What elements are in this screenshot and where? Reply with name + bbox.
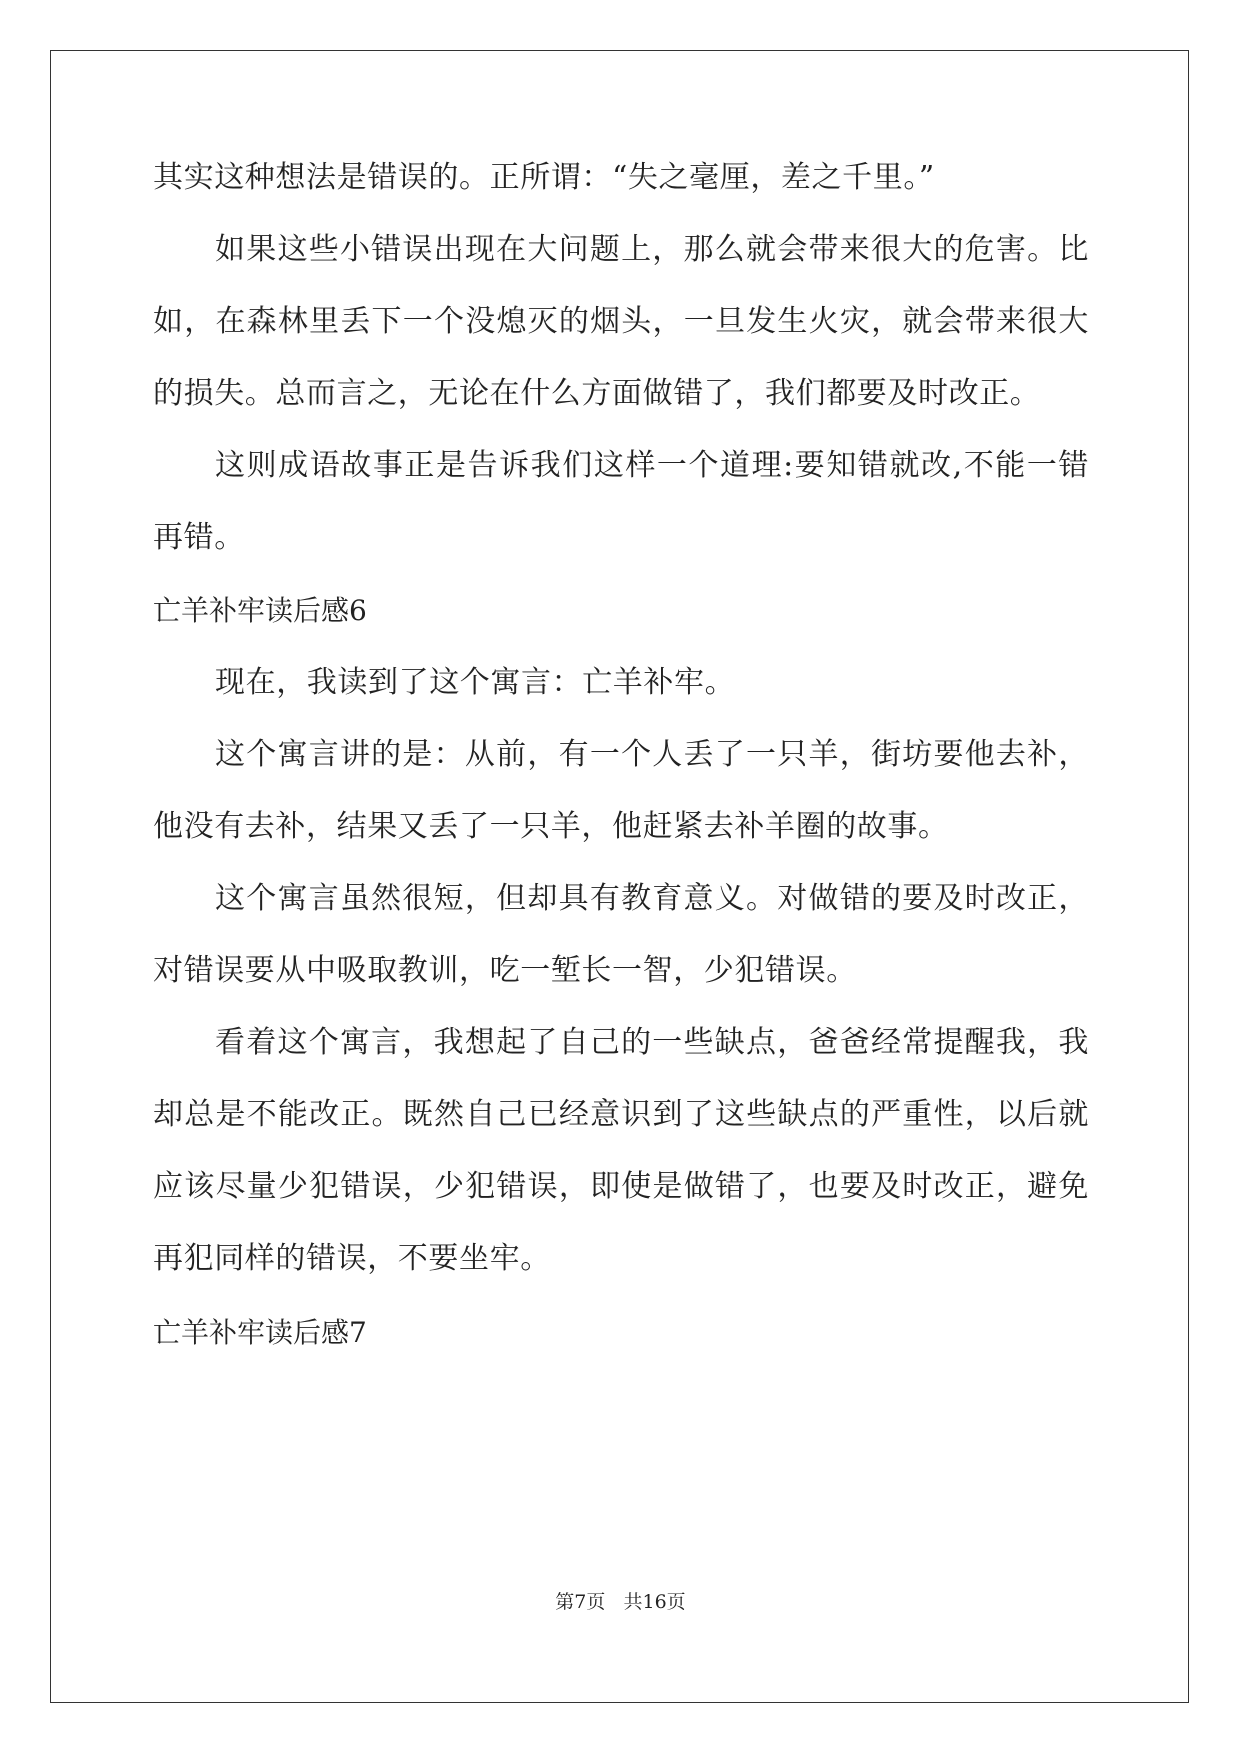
text-line-1: 其实这种想法是错误的。正所谓：“失之毫厘，差之千里。” — [153, 160, 935, 195]
text-line-15: 应该尽量少犯错误，少犯错误，即使是做错了，也要及时改正，避免 — [153, 1169, 1089, 1204]
text-line-9: 这个寓言讲的是：从前，有一个人丢了一只羊，街坊要他去补， — [215, 737, 1089, 772]
page-border — [50, 50, 1189, 1703]
text-line-2: 如果这些小错误出现在大问题上，那么就会带来很大的危害。比 — [215, 232, 1089, 267]
text-line-4: 的损失。总而言之，无论在什么方面做错了，我们都要及时改正。 — [153, 376, 1041, 411]
section-heading-7: 亡羊补牢读后感7 — [153, 1316, 367, 1349]
text-line-5: 这则成语故事正是告诉我们这样一个道理:要知错就改,不能一错 — [215, 448, 1089, 483]
text-line-3: 如，在森林里丢下一个没熄灭的烟头，一旦发生火灾，就会带来很大 — [153, 304, 1089, 339]
text-line-16: 再犯同样的错误，不要坐牢。 — [153, 1241, 551, 1276]
text-line-12: 对错误要从中吸取教训，吃一堑长一智，少犯错误。 — [153, 953, 857, 988]
text-line-13: 看着这个寓言，我想起了自己的一些缺点，爸爸经常提醒我，我 — [215, 1025, 1089, 1060]
text-line-8: 现在，我读到了这个寓言：亡羊补牢。 — [215, 665, 736, 700]
page-number-footer: 第7页 共16页 — [555, 1591, 686, 1613]
text-line-14: 却总是不能改正。既然自己已经意识到了这些缺点的严重性，以后就 — [153, 1097, 1089, 1132]
section-heading-6: 亡羊补牢读后感6 — [153, 594, 367, 627]
text-line-6: 再错。 — [153, 520, 245, 555]
text-line-10: 他没有去补，结果又丢了一只羊，他赶紧去补羊圈的故事。 — [153, 809, 949, 844]
text-line-11: 这个寓言虽然很短，但却具有教育意义。对做错的要及时改正， — [215, 881, 1089, 916]
